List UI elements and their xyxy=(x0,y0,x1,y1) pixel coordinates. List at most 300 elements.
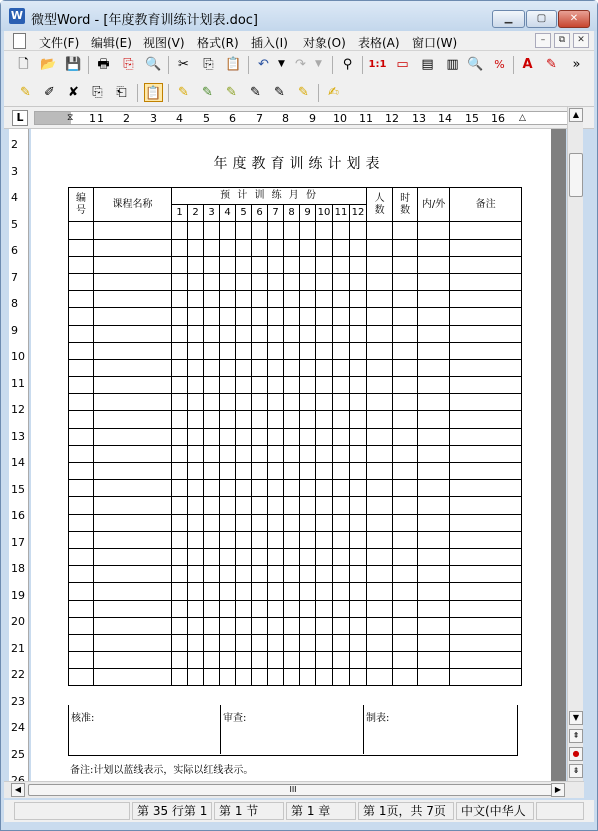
table-cell[interactable] xyxy=(268,566,284,583)
paste-object-icon[interactable]: ⎗ xyxy=(116,85,127,100)
table-cell[interactable] xyxy=(188,497,204,514)
table-cell[interactable] xyxy=(333,377,350,394)
table-cell[interactable] xyxy=(316,222,333,239)
table-cell[interactable] xyxy=(172,445,188,462)
table-row[interactable] xyxy=(69,377,522,394)
table-cell[interactable] xyxy=(172,600,188,617)
table-cell[interactable] xyxy=(69,514,94,531)
table-cell[interactable] xyxy=(450,342,522,359)
table-cell[interactable] xyxy=(350,566,367,583)
table-cell[interactable] xyxy=(69,377,94,394)
table-cell[interactable] xyxy=(418,583,450,600)
table-cell[interactable] xyxy=(393,514,418,531)
table-cell[interactable] xyxy=(220,566,236,583)
table-cell[interactable] xyxy=(268,669,284,686)
table-cell[interactable] xyxy=(236,497,252,514)
table-cell[interactable] xyxy=(252,548,268,565)
table-cell[interactable] xyxy=(316,291,333,308)
table-row[interactable] xyxy=(69,548,522,565)
table-cell[interactable] xyxy=(188,325,204,342)
table-cell[interactable] xyxy=(393,600,418,617)
table-cell[interactable] xyxy=(94,652,172,669)
table-row[interactable] xyxy=(69,256,522,273)
approve-field[interactable]: 核准: xyxy=(69,705,221,754)
table-row[interactable] xyxy=(69,634,522,651)
table-cell[interactable] xyxy=(172,617,188,634)
table-cell[interactable] xyxy=(284,359,300,376)
table-cell[interactable] xyxy=(418,600,450,617)
table-row[interactable] xyxy=(69,514,522,531)
table-cell[interactable] xyxy=(172,566,188,583)
table-cell[interactable] xyxy=(94,428,172,445)
menu-insert[interactable]: 插入(I) xyxy=(251,36,288,50)
table-cell[interactable] xyxy=(333,480,350,497)
table-cell[interactable] xyxy=(316,394,333,411)
table-cell[interactable] xyxy=(268,377,284,394)
table-cell[interactable] xyxy=(220,634,236,651)
table-cell[interactable] xyxy=(94,514,172,531)
clipboard-object-icon[interactable]: 📋 xyxy=(144,83,163,102)
menu-table[interactable]: 表格(A) xyxy=(358,36,400,50)
indent-marker[interactable]: ⧖ xyxy=(67,113,74,123)
table-cell[interactable] xyxy=(236,308,252,325)
table-cell[interactable] xyxy=(172,634,188,651)
table-cell[interactable] xyxy=(188,634,204,651)
table-cell[interactable] xyxy=(220,669,236,686)
table-cell[interactable] xyxy=(418,273,450,290)
table-cell[interactable] xyxy=(188,342,204,359)
table-cell[interactable] xyxy=(333,273,350,290)
table-cell[interactable] xyxy=(94,566,172,583)
table-cell[interactable] xyxy=(204,394,220,411)
table-cell[interactable] xyxy=(300,548,316,565)
table-cell[interactable] xyxy=(284,463,300,480)
table-cell[interactable] xyxy=(316,634,333,651)
table-cell[interactable] xyxy=(284,222,300,239)
table-cell[interactable] xyxy=(418,342,450,359)
table-cell[interactable] xyxy=(300,480,316,497)
table-cell[interactable] xyxy=(333,325,350,342)
table-cell[interactable] xyxy=(350,548,367,565)
table-cell[interactable] xyxy=(188,463,204,480)
table-cell[interactable] xyxy=(220,325,236,342)
table-cell[interactable] xyxy=(268,531,284,548)
table-cell[interactable] xyxy=(204,325,220,342)
table-cell[interactable] xyxy=(350,256,367,273)
table-row[interactable] xyxy=(69,273,522,290)
close-button[interactable]: ✕ xyxy=(558,10,590,28)
table-cell[interactable] xyxy=(220,600,236,617)
table-cell[interactable] xyxy=(172,497,188,514)
table-cell[interactable] xyxy=(236,342,252,359)
table-cell[interactable] xyxy=(333,308,350,325)
table-cell[interactable] xyxy=(268,600,284,617)
table-cell[interactable] xyxy=(252,359,268,376)
table-cell[interactable] xyxy=(284,273,300,290)
table-cell[interactable] xyxy=(367,566,393,583)
table-cell[interactable] xyxy=(333,634,350,651)
table-cell[interactable] xyxy=(252,377,268,394)
table-cell[interactable] xyxy=(252,497,268,514)
table-cell[interactable] xyxy=(69,548,94,565)
table-cell[interactable] xyxy=(333,222,350,239)
horizontal-ruler[interactable] xyxy=(4,107,594,129)
table-cell[interactable] xyxy=(367,445,393,462)
training-plan-table[interactable] xyxy=(68,187,522,686)
table-cell[interactable] xyxy=(350,652,367,669)
table-cell[interactable] xyxy=(236,291,252,308)
table-cell[interactable] xyxy=(69,411,94,428)
undo-icon[interactable]: ↶ xyxy=(258,57,269,72)
table-cell[interactable] xyxy=(418,463,450,480)
table-cell[interactable] xyxy=(172,222,188,239)
table-cell[interactable] xyxy=(268,548,284,565)
table-row[interactable] xyxy=(69,652,522,669)
browse-object-icon[interactable]: ● xyxy=(569,747,583,761)
table-cell[interactable] xyxy=(94,359,172,376)
table-cell[interactable] xyxy=(450,480,522,497)
paste-icon[interactable]: 📋 xyxy=(225,57,242,72)
pen-check-icon[interactable]: ✎ xyxy=(226,85,237,100)
table-cell[interactable] xyxy=(333,256,350,273)
table-cell[interactable] xyxy=(316,669,333,686)
table-cell[interactable] xyxy=(393,445,418,462)
table-cell[interactable] xyxy=(284,377,300,394)
table-cell[interactable] xyxy=(94,411,172,428)
table-cell[interactable] xyxy=(418,256,450,273)
table-cell[interactable] xyxy=(284,514,300,531)
table-cell[interactable] xyxy=(333,394,350,411)
table-cell[interactable] xyxy=(220,291,236,308)
table-cell[interactable] xyxy=(252,531,268,548)
table-cell[interactable] xyxy=(252,445,268,462)
table-cell[interactable] xyxy=(393,394,418,411)
table-cell[interactable] xyxy=(316,411,333,428)
table-cell[interactable] xyxy=(236,222,252,239)
table-cell[interactable] xyxy=(350,273,367,290)
hscroll-thumb[interactable]: III xyxy=(28,784,558,796)
table-cell[interactable] xyxy=(220,377,236,394)
table-cell[interactable] xyxy=(350,222,367,239)
table-cell[interactable] xyxy=(350,669,367,686)
table-cell[interactable] xyxy=(188,359,204,376)
table-cell[interactable] xyxy=(350,359,367,376)
table-cell[interactable] xyxy=(333,583,350,600)
table-cell[interactable] xyxy=(94,377,172,394)
right-indent-marker[interactable]: △ xyxy=(519,113,526,123)
table-cell[interactable] xyxy=(236,377,252,394)
table-cell[interactable] xyxy=(284,394,300,411)
table-cell[interactable] xyxy=(236,411,252,428)
minimize-button[interactable]: ▁ xyxy=(492,10,525,28)
prepare-field[interactable]: 制表: xyxy=(366,713,390,724)
table-cell[interactable] xyxy=(204,291,220,308)
table-cell[interactable] xyxy=(450,600,522,617)
table-cell[interactable] xyxy=(69,634,94,651)
table-cell[interactable] xyxy=(333,359,350,376)
table-cell[interactable] xyxy=(300,583,316,600)
menu-edit[interactable]: 编辑(E) xyxy=(91,36,132,50)
table-cell[interactable] xyxy=(220,514,236,531)
table-cell[interactable] xyxy=(316,514,333,531)
table-cell[interactable] xyxy=(333,566,350,583)
table-cell[interactable] xyxy=(252,342,268,359)
table-cell[interactable] xyxy=(350,308,367,325)
table-cell[interactable] xyxy=(300,394,316,411)
menu-format[interactable]: 格式(R) xyxy=(197,36,239,50)
table-cell[interactable] xyxy=(220,359,236,376)
table-cell[interactable] xyxy=(367,428,393,445)
table-cell[interactable] xyxy=(300,291,316,308)
table-row[interactable] xyxy=(69,291,522,308)
table-cell[interactable] xyxy=(268,256,284,273)
table-cell[interactable] xyxy=(204,583,220,600)
table-cell[interactable] xyxy=(172,239,188,256)
table-cell[interactable] xyxy=(172,256,188,273)
table-cell[interactable] xyxy=(350,514,367,531)
table-cell[interactable] xyxy=(220,428,236,445)
table-cell[interactable] xyxy=(300,239,316,256)
table-cell[interactable] xyxy=(350,239,367,256)
table-cell[interactable] xyxy=(188,600,204,617)
table-cell[interactable] xyxy=(418,652,450,669)
table-cell[interactable] xyxy=(236,566,252,583)
table-cell[interactable] xyxy=(94,548,172,565)
table-cell[interactable] xyxy=(188,256,204,273)
mdi-restore-icon[interactable]: ⧉ xyxy=(554,33,570,48)
table-cell[interactable] xyxy=(300,308,316,325)
table-cell[interactable] xyxy=(450,514,522,531)
table-cell[interactable] xyxy=(418,548,450,565)
open-folder-icon[interactable]: 📂 xyxy=(40,57,57,72)
table-cell[interactable] xyxy=(450,394,522,411)
table-row[interactable] xyxy=(69,583,522,600)
table-cell[interactable] xyxy=(94,394,172,411)
table-cell[interactable] xyxy=(316,548,333,565)
table-cell[interactable] xyxy=(204,359,220,376)
table-cell[interactable] xyxy=(300,377,316,394)
table-cell[interactable] xyxy=(252,239,268,256)
table-cell[interactable] xyxy=(69,445,94,462)
table-cell[interactable] xyxy=(284,428,300,445)
table-cell[interactable] xyxy=(172,411,188,428)
table-cell[interactable] xyxy=(236,531,252,548)
table-cell[interactable] xyxy=(172,548,188,565)
table-cell[interactable] xyxy=(284,617,300,634)
table-cell[interactable] xyxy=(450,652,522,669)
table-cell[interactable] xyxy=(188,222,204,239)
table-cell[interactable] xyxy=(450,669,522,686)
table-cell[interactable] xyxy=(418,634,450,651)
table-cell[interactable] xyxy=(393,497,418,514)
table-cell[interactable] xyxy=(450,291,522,308)
document-page[interactable] xyxy=(31,129,551,781)
table-cell[interactable] xyxy=(236,548,252,565)
table-cell[interactable] xyxy=(236,600,252,617)
table-cell[interactable] xyxy=(188,566,204,583)
table-cell[interactable] xyxy=(236,514,252,531)
table-cell[interactable] xyxy=(94,291,172,308)
table-cell[interactable] xyxy=(172,652,188,669)
table-cell[interactable] xyxy=(188,291,204,308)
table-cell[interactable] xyxy=(236,463,252,480)
table-cell[interactable] xyxy=(236,652,252,669)
table-cell[interactable] xyxy=(316,600,333,617)
table-cell[interactable] xyxy=(284,239,300,256)
table-cell[interactable] xyxy=(418,308,450,325)
table-cell[interactable] xyxy=(393,669,418,686)
redo-icon[interactable]: ↷ xyxy=(295,57,306,72)
table-cell[interactable] xyxy=(204,548,220,565)
table-row[interactable] xyxy=(69,239,522,256)
table-cell[interactable] xyxy=(69,600,94,617)
table-cell[interactable] xyxy=(300,497,316,514)
table-cell[interactable] xyxy=(236,634,252,651)
table-cell[interactable] xyxy=(172,394,188,411)
table-cell[interactable] xyxy=(300,617,316,634)
table-cell[interactable] xyxy=(188,377,204,394)
table-cell[interactable] xyxy=(367,411,393,428)
table-cell[interactable] xyxy=(236,428,252,445)
table-cell[interactable] xyxy=(69,463,94,480)
table-cell[interactable] xyxy=(252,428,268,445)
table-cell[interactable] xyxy=(316,273,333,290)
table-cell[interactable] xyxy=(188,273,204,290)
pen-gray-icon[interactable]: ✎ xyxy=(250,85,261,100)
table-cell[interactable] xyxy=(172,291,188,308)
table-cell[interactable] xyxy=(236,256,252,273)
table-row[interactable] xyxy=(69,359,522,376)
table-cell[interactable] xyxy=(94,480,172,497)
table-cell[interactable] xyxy=(333,428,350,445)
table-cell[interactable] xyxy=(418,566,450,583)
table-row[interactable] xyxy=(69,480,522,497)
copy-object-icon[interactable]: ⎘ xyxy=(92,85,103,100)
table-cell[interactable] xyxy=(300,652,316,669)
table-cell[interactable] xyxy=(252,634,268,651)
table-cell[interactable] xyxy=(450,377,522,394)
table-cell[interactable] xyxy=(350,342,367,359)
table-cell[interactable] xyxy=(172,308,188,325)
table-row[interactable] xyxy=(69,222,522,239)
table-cell[interactable] xyxy=(393,652,418,669)
table-cell[interactable] xyxy=(393,273,418,290)
table-cell[interactable] xyxy=(220,480,236,497)
table-cell[interactable] xyxy=(236,359,252,376)
table-cell[interactable] xyxy=(367,239,393,256)
scroll-down-icon[interactable]: ▼ xyxy=(569,711,583,725)
table-cell[interactable] xyxy=(450,463,522,480)
table-cell[interactable] xyxy=(450,583,522,600)
table-cell[interactable] xyxy=(367,377,393,394)
table-cell[interactable] xyxy=(367,222,393,239)
table-cell[interactable] xyxy=(367,291,393,308)
scroll-left-icon[interactable]: ◀ xyxy=(11,783,25,797)
table-cell[interactable] xyxy=(268,634,284,651)
table-cell[interactable] xyxy=(69,617,94,634)
table-cell[interactable] xyxy=(252,652,268,669)
table-cell[interactable] xyxy=(172,480,188,497)
table-cell[interactable] xyxy=(367,308,393,325)
table-cell[interactable] xyxy=(300,325,316,342)
table-cell[interactable] xyxy=(220,342,236,359)
table-cell[interactable] xyxy=(393,291,418,308)
highlight-pen-icon[interactable]: ✎ xyxy=(178,85,189,100)
table-cell[interactable] xyxy=(204,514,220,531)
table-cell[interactable] xyxy=(316,463,333,480)
table-cell[interactable] xyxy=(252,411,268,428)
table-cell[interactable] xyxy=(268,394,284,411)
table-cell[interactable] xyxy=(367,463,393,480)
table-cell[interactable] xyxy=(300,273,316,290)
table-cell[interactable] xyxy=(252,669,268,686)
table-cell[interactable] xyxy=(236,273,252,290)
page-width-icon[interactable]: ▭ xyxy=(396,57,409,72)
table-cell[interactable] xyxy=(94,497,172,514)
table-cell[interactable] xyxy=(393,256,418,273)
table-cell[interactable] xyxy=(94,583,172,600)
table-cell[interactable] xyxy=(316,497,333,514)
table-cell[interactable] xyxy=(204,480,220,497)
table-cell[interactable] xyxy=(204,634,220,651)
table-cell[interactable] xyxy=(350,463,367,480)
table-cell[interactable] xyxy=(268,480,284,497)
table-cell[interactable] xyxy=(418,239,450,256)
table-row[interactable] xyxy=(69,600,522,617)
table-cell[interactable] xyxy=(350,583,367,600)
table-row[interactable] xyxy=(69,566,522,583)
table-cell[interactable] xyxy=(204,445,220,462)
table-cell[interactable] xyxy=(418,531,450,548)
table-cell[interactable] xyxy=(252,308,268,325)
table-cell[interactable] xyxy=(333,531,350,548)
zoom-icon[interactable]: 🔍 xyxy=(467,57,484,72)
table-cell[interactable] xyxy=(94,342,172,359)
table-cell[interactable] xyxy=(316,480,333,497)
table-row[interactable] xyxy=(69,497,522,514)
table-cell[interactable] xyxy=(252,514,268,531)
table-cell[interactable] xyxy=(450,566,522,583)
table-cell[interactable] xyxy=(94,669,172,686)
table-cell[interactable] xyxy=(367,617,393,634)
table-cell[interactable] xyxy=(252,583,268,600)
table-cell[interactable] xyxy=(94,634,172,651)
table-cell[interactable] xyxy=(69,325,94,342)
table-cell[interactable] xyxy=(333,239,350,256)
table-cell[interactable] xyxy=(367,583,393,600)
font-color-icon[interactable]: A xyxy=(522,57,533,72)
table-cell[interactable] xyxy=(450,548,522,565)
table-cell[interactable] xyxy=(204,273,220,290)
table-cell[interactable] xyxy=(268,359,284,376)
pen-green-icon[interactable]: ✎ xyxy=(202,85,213,100)
table-cell[interactable] xyxy=(333,600,350,617)
text-style-icon[interactable]: ✎ xyxy=(546,57,557,72)
table-cell[interactable] xyxy=(284,480,300,497)
table-cell[interactable] xyxy=(204,617,220,634)
table-cell[interactable] xyxy=(418,325,450,342)
table-row[interactable] xyxy=(69,411,522,428)
table-cell[interactable] xyxy=(316,617,333,634)
table-cell[interactable] xyxy=(69,583,94,600)
table-cell[interactable] xyxy=(268,291,284,308)
table-cell[interactable] xyxy=(94,463,172,480)
table-cell[interactable] xyxy=(333,291,350,308)
table-cell[interactable] xyxy=(350,445,367,462)
table-cell[interactable] xyxy=(393,617,418,634)
table-cell[interactable] xyxy=(450,428,522,445)
table-cell[interactable] xyxy=(220,583,236,600)
